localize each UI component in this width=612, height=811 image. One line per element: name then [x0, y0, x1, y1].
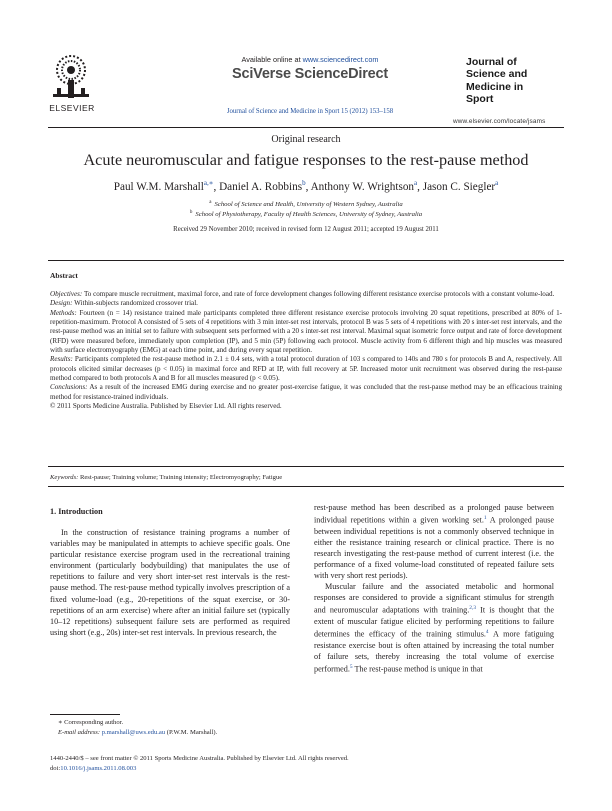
article-type: Original research — [271, 134, 341, 145]
citation-link[interactable]: 5 — [349, 663, 353, 670]
publisher-name: ELSEVIER — [49, 103, 95, 113]
abstract-objectives — [50, 290, 562, 299]
author-separator: , — [417, 181, 423, 193]
citation-link[interactable]: 2,3 — [469, 605, 477, 612]
author-name: Paul W.M. Marshall — [113, 181, 204, 193]
elsevier-logo-icon — [47, 52, 95, 100]
abstract-text: Fourteen (n = 14) resistance trained male participants completed three different resistance exercise protocols involving 20 squat repetitions, prescribed at 80% of 1-repetition-maximum. Protocol A consisted of 5 sets of 4 repetitions with 3 min inter-set rest intervals, protocol B was 5 sets of 4 repetitions with 20 s inter-set rest intervals, and the rest-pause method was an initial set to failure with subsequent sets performed with a 20 s inter-set rest interval. Maximal squat isometric force output and rate of force development (RFD) were measured before, immediately upon completion (IP), and 5 min (5P) following each protocol. Muscle activity from 6 different thigh and hip muscles was measured with surface electromyography (EMG) at each time point, and during every squat repetition. — [50, 308, 562, 355]
author-affiliation-marker[interactable]: b — [302, 179, 306, 187]
journal-title-line: Sport — [466, 92, 494, 105]
abstract-label: Conclusions: — [50, 383, 88, 392]
affiliation-text: School of Physiotherapy, Faculty of Health Sciences, University of Sydney, Australia — [195, 211, 423, 218]
keywords — [50, 474, 562, 481]
keywords-bottom-divider — [48, 486, 564, 487]
doi-link[interactable]: 10.1016/j.jsams.2011.08.003 — [60, 765, 137, 772]
author-name: Anthony W. Wrightson — [310, 181, 415, 193]
abstract-text: Within-subjects randomized crossover trial. — [72, 299, 198, 308]
author-separator: , — [305, 181, 311, 193]
abstract-body — [50, 290, 562, 411]
abstract-label: Design: — [50, 299, 73, 308]
abstract-top-divider — [48, 260, 564, 261]
body-text: It is thought that the extent of muscular fatigue elicited by performing repetitions to failure determines the efficacy of the training stimulus. — [314, 605, 554, 639]
keywords-top-divider — [48, 466, 564, 467]
affiliation-marker: a — [209, 200, 212, 205]
abstract-label: Results: — [50, 355, 73, 364]
affiliation-a — [20, 200, 592, 208]
abstract-results — [50, 355, 562, 383]
abstract-label: Objectives: — [50, 290, 83, 298]
abstract-heading: Abstract — [50, 271, 78, 280]
doi-line — [50, 764, 570, 773]
email-label: E-mail address: — [58, 729, 101, 736]
section-heading: 1. Introduction — [50, 507, 103, 516]
author-affiliation-marker[interactable]: a,∗ — [203, 179, 214, 187]
citation-link[interactable]: 4 — [485, 629, 489, 636]
abstract-text: Participants completed the rest-pause method in 2.1 ± 0.4 sets, with a total protocol duration of 103 s compared to 140s and 780 s for protocols B and A, respectively. All protocols elicited similar decreases (p < 0.05) in maximal force and RFD at IP, with full recovery at 5P. Increased motor unit recruitment was observed during the rest-pause method compared to both protocols A and B for all muscles measured (p < 0.05). — [50, 355, 562, 383]
email-link[interactable]: p.marshall@uws.edu.au — [101, 729, 166, 736]
email-owner: (P.W.M. Marshall). — [165, 729, 218, 736]
available-online-label: Available online at — [241, 55, 301, 64]
abstract-methods — [50, 309, 562, 356]
body-text: A prolonged pause between individual repetitions is not a commonly observed technique in either the resistance training research or clinical practice. There is no research investigating the rest-pause method of current interest (i.e. the performance of a fixed volume-load constituted of repeated failure sets with very short rest periods). — [314, 515, 554, 581]
platform-logo: SciVerse ScienceDirect — [231, 66, 388, 82]
author-list — [20, 179, 592, 193]
keywords-label: Keywords: — [50, 474, 79, 481]
abstract-conclusions — [50, 383, 562, 402]
received-dates: Received 29 November 2010; received in revised form 12 August 2011; accepted 19 August 2011 — [173, 226, 439, 233]
journal-url[interactable]: www.elsevier.com/locate/jsams — [453, 118, 546, 125]
body-column-left — [50, 527, 290, 638]
body-paragraph: In the construction of resistance training programs a number of variables may be manipulated in attempts to achieve specific goals. One particular resistance exercise program used in the recreational training environment (particularly bodybuilding) that manipulates the use of repetitions to failure and very short inter-set rest intervals is the rest-pause method. The rest-pause method typically involves prescription of a fixed volume-load (e.g., 20-repetitions of the squat exercise, or 30-repetitions of an arm exercise) where after an initial failure set (typically 10–12 repetitions) subsequent failure sets are performed as required using short (e.g., 20s) inter-set rest intervals. In previous research, the — [50, 528, 290, 637]
affiliation-text: School of Science and Health, University of Western Sydney, Australia — [214, 201, 403, 208]
issn-line: 1440-2440/$ – see front matter © 2011 Sports Medicine Australia. Published by Elsevier Ltd. All rights reserved. — [50, 755, 349, 762]
footnote-marker: ∗ — [58, 719, 63, 726]
author-affiliation-marker[interactable]: a — [414, 179, 418, 187]
journal-title — [466, 56, 527, 105]
affiliation-b — [20, 210, 592, 218]
header-divider — [48, 127, 564, 128]
journal-title-line: Science and — [466, 68, 528, 81]
footnote-corresponding — [58, 718, 308, 727]
footnote-divider — [50, 714, 120, 715]
article-title: Acute neuromuscular and fatigue responses to the rest-pause method — [83, 151, 529, 169]
abstract-copyright: © 2011 Sports Medicine Australia. Published by Elsevier Ltd. All rights reserved. — [50, 402, 282, 411]
body-paragraph — [314, 581, 554, 674]
abstract-text: As a result of the increased EMG during exercise and no greater post-exercise fatigue, it was concluded that the rest-pause method may be an efficacious training method for resistance-trained individuals. — [50, 383, 562, 401]
journal-title-line: Journal of — [466, 56, 517, 68]
abstract-text: To compare muscle recruitment, maximal force, and rate of force development changes following different resistance exercise protocols with a constant volume-load. — [82, 290, 555, 298]
body-text: The rest-pause method is unique in that — [352, 664, 483, 674]
body-text: A more fatiguing resistance exercise bout is often attained by increasing the total number of failure sets, thereby increasing the total volume of exercise performed. — [314, 629, 554, 674]
citation-link[interactable]: 1 — [483, 515, 487, 522]
footnote-text: Corresponding author. — [62, 719, 124, 726]
author-name: Daniel A. Robbins — [219, 181, 303, 193]
journal-title-line: Medicine in — [466, 80, 524, 93]
available-online — [200, 55, 420, 64]
abstract-label: Methods: — [50, 308, 77, 317]
body-paragraph — [314, 502, 554, 581]
journal-reference[interactable]: Journal of Science and Medicine in Sport 15 (2012) 153–158 — [226, 108, 394, 115]
author-separator: , — [213, 181, 220, 193]
sciencedirect-link[interactable]: www.sciencedirect.com — [302, 55, 379, 64]
body-text: rest-pause method has been described as a prolonged pause between individual repetitions within a given working set. — [314, 503, 554, 525]
doi-label: doi: — [50, 765, 61, 772]
body-text: Muscular failure and the associated metabolic and hormonal responses are considered to provide a significant stimulus for strength and neuromuscular adaptations with training. — [314, 582, 554, 615]
affiliation-marker: b — [189, 210, 193, 215]
body-column-right — [314, 502, 554, 674]
abstract-design — [50, 299, 562, 308]
author-name: Jason C. Siegler — [422, 181, 496, 193]
footnote-email — [58, 728, 308, 737]
keywords-list: Rest-pause; Training volume; Training intensity; Electromyography; Fatigue — [78, 474, 283, 481]
author-affiliation-marker[interactable]: a — [495, 179, 499, 187]
